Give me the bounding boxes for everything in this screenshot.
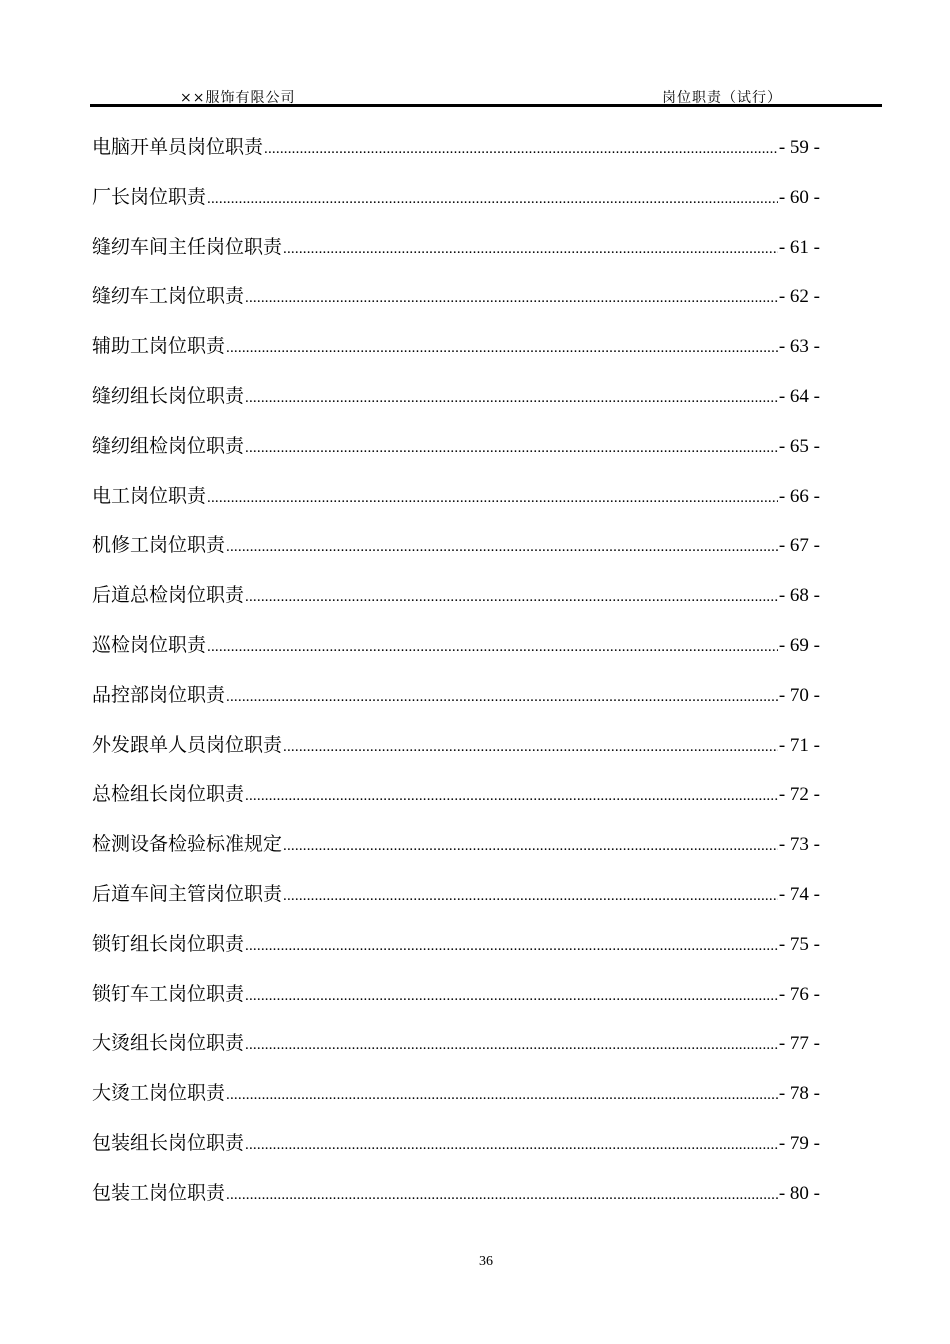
- toc-entry-page: - 79 -: [778, 1132, 820, 1154]
- toc-entry-page: - 59 -: [778, 137, 820, 158]
- toc-dot-leader: [245, 975, 778, 1017]
- toc-entry[interactable]: [92, 1172, 820, 1222]
- toc-entry[interactable]: [92, 873, 820, 923]
- toc-entry-title: 后道总检岗位职责: [92, 584, 245, 607]
- page-number: 36: [479, 1254, 493, 1269]
- toc-dot-leader: [245, 427, 778, 469]
- toc-dot-leader: [264, 128, 778, 170]
- header-divider: [90, 104, 882, 107]
- toc-entry[interactable]: [92, 475, 820, 525]
- toc-dot-leader: [226, 1174, 778, 1216]
- toc-dot-leader: [207, 477, 778, 519]
- toc-entry-page: - 73 -: [778, 834, 820, 856]
- toc-entry-title: 缝纫车工岗位职责: [92, 285, 245, 308]
- toc-entry-page: - 61 -: [778, 236, 820, 258]
- toc-entry-title: 机修工岗位职责: [92, 534, 226, 557]
- toc-dot-leader: [226, 526, 778, 568]
- toc-entry[interactable]: [92, 325, 820, 375]
- toc-dot-leader: [245, 277, 778, 319]
- toc-entry[interactable]: [92, 973, 820, 1023]
- toc-entry-title: 包装工岗位职责: [92, 1181, 226, 1204]
- header-company-name: ××服饰有限公司: [180, 90, 296, 106]
- toc-entry[interactable]: [92, 923, 820, 973]
- toc-entry[interactable]: [92, 375, 820, 425]
- toc-entry-page: - 69 -: [778, 634, 820, 656]
- toc-entry[interactable]: [92, 275, 820, 325]
- toc-dot-leader: [245, 1024, 778, 1066]
- toc-entry-page: - 65 -: [778, 435, 820, 457]
- toc-entry-title: 外发跟单人员岗位职责: [92, 733, 283, 756]
- toc-entry-title: 锁钉车工岗位职责: [92, 982, 245, 1005]
- toc-entry[interactable]: [92, 1022, 820, 1072]
- toc-entry-title: 包装组长岗位职责: [92, 1131, 245, 1154]
- toc-entry[interactable]: [92, 773, 820, 823]
- toc-entry[interactable]: [92, 724, 820, 774]
- toc-entry-page: - 66 -: [778, 485, 820, 507]
- toc-entry[interactable]: [92, 823, 820, 873]
- toc-entry-page: - 68 -: [778, 585, 820, 607]
- toc-dot-leader: [226, 676, 778, 718]
- toc-entry-page: - 76 -: [778, 983, 820, 1005]
- toc-dot-leader: [226, 327, 778, 369]
- toc-entry-title: 厂长岗位职责: [92, 185, 207, 208]
- toc-entry-page: - 75 -: [778, 933, 820, 955]
- toc-entry-title: 缝纫车间主任岗位职责: [92, 235, 283, 258]
- toc-entry-title: 品控部岗位职责: [92, 683, 226, 706]
- toc-dot-leader: [283, 825, 778, 867]
- toc-entry-title: 缝纫组长岗位职责: [92, 384, 245, 407]
- toc-entry-page: - 70 -: [778, 684, 820, 706]
- toc-dot-leader: [283, 726, 778, 768]
- toc-dot-leader: [245, 925, 778, 967]
- toc-entry-page: - 77 -: [778, 1033, 820, 1055]
- toc-entry[interactable]: [92, 1122, 820, 1172]
- toc-entry-page: - 71 -: [778, 734, 820, 756]
- toc-dot-leader: [245, 775, 778, 817]
- toc-entry-page: - 63 -: [778, 336, 820, 358]
- toc-dot-leader: [245, 377, 778, 419]
- toc-entry-title: 辅助工岗位职责: [92, 335, 226, 358]
- header-document-title: 岗位职责（试行）: [662, 90, 782, 106]
- toc-entry-title: 缝纫组检岗位职责: [92, 434, 245, 457]
- toc-entry-page: - 64 -: [778, 385, 820, 407]
- toc-dot-leader: [207, 626, 778, 668]
- toc-entry-page: - 67 -: [778, 535, 820, 557]
- toc-entry[interactable]: [92, 674, 820, 724]
- toc-entry-page: - 80 -: [778, 1182, 820, 1204]
- table-of-contents: [92, 126, 820, 1222]
- toc-entry[interactable]: [92, 574, 820, 624]
- toc-entry[interactable]: [92, 524, 820, 574]
- toc-entry[interactable]: [92, 126, 820, 176]
- toc-entry[interactable]: [92, 226, 820, 276]
- toc-entry-title: 电脑开单员岗位职责: [92, 136, 264, 158]
- toc-dot-leader: [245, 1124, 778, 1166]
- toc-entry-title: 总检组长岗位职责: [92, 783, 245, 806]
- toc-entry-title: 大烫组长岗位职责: [92, 1032, 245, 1055]
- toc-entry-title: 后道车间主管岗位职责: [92, 882, 283, 905]
- toc-entry[interactable]: [92, 624, 820, 674]
- toc-dot-leader: [245, 576, 778, 618]
- toc-entry-page: - 78 -: [778, 1083, 820, 1105]
- toc-entry-page: - 62 -: [778, 286, 820, 308]
- toc-entry-title: 巡检岗位职责: [92, 633, 207, 656]
- toc-entry-title: 检测设备检验标准规定: [92, 833, 283, 856]
- toc-dot-leader: [226, 1074, 778, 1116]
- toc-entry[interactable]: [92, 176, 820, 226]
- toc-dot-leader: [283, 228, 778, 270]
- toc-entry-title: 电工岗位职责: [92, 484, 207, 507]
- toc-entry-page: - 72 -: [778, 784, 820, 806]
- toc-entry-title: 锁钉组长岗位职责: [92, 932, 245, 955]
- toc-dot-leader: [207, 178, 778, 220]
- toc-entry-page: - 60 -: [778, 186, 820, 208]
- toc-entry[interactable]: [92, 425, 820, 475]
- toc-entry-title: 大烫工岗位职责: [92, 1082, 226, 1105]
- toc-entry[interactable]: [92, 1072, 820, 1122]
- toc-dot-leader: [283, 875, 778, 917]
- toc-entry-page: - 74 -: [778, 883, 820, 905]
